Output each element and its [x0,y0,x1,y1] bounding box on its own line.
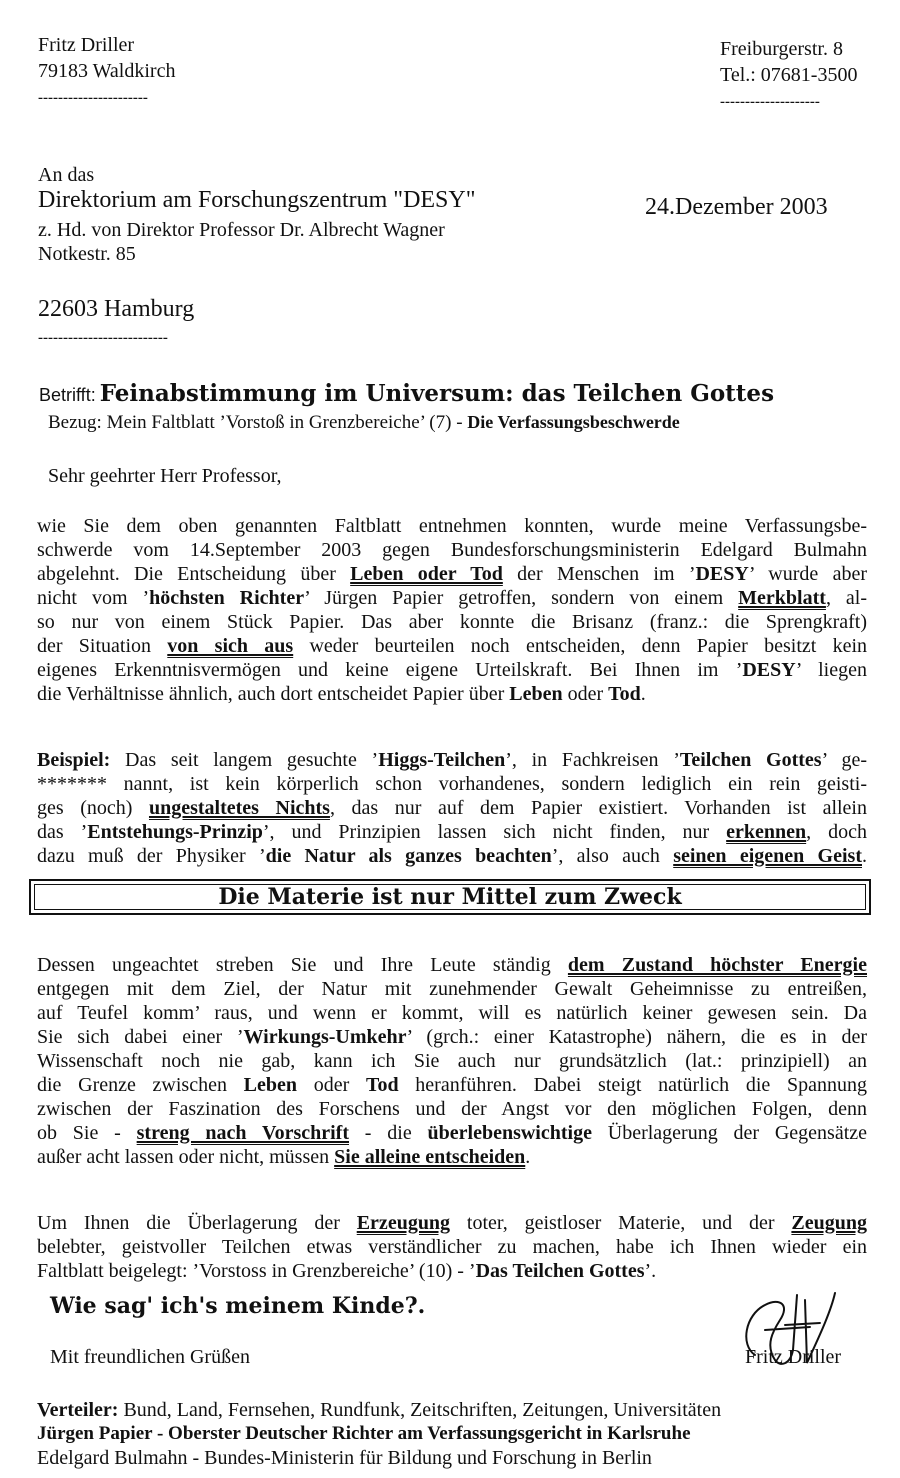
text-run: die Verhältnisse ähnlich, auch dort entscheidet Papier über [37,683,510,705]
p4-line [37,1235,867,1259]
sender-street: Freiburgerstr. 8 [720,38,843,60]
text-run: Wissenschaft noch nie gab, kann ich Sie auch nur grundsätzlich (lat.: prinzipiell) an [37,1050,867,1072]
p3-line [37,953,867,977]
text-run: Sie sich dabei einer ’ [37,1026,244,1048]
closing: Mit freundlichen Grüßen [50,1346,250,1368]
text-run: so nur von einem Stück Papier. Das aber konnte die Brisanz (franz.: die Sprengkraft) [37,611,867,633]
p1-line [37,610,867,634]
boxed-heading [29,879,871,915]
text-run: weder beurteilen noch entscheiden, denn Papier besitzt kein [293,635,867,657]
sender-rule-left: ---------------------- [38,90,148,106]
subject-text: Feinabstimmung im Universum: das Teilchen Gottes [99,380,775,407]
recipient-an: An das [38,164,95,186]
p3-line [37,1145,867,1169]
text-run: ’ wurde aber [748,563,867,585]
text-run: ’ ge- [821,749,867,771]
p1-line [37,538,867,562]
reference-bold: Die Verfassungsbeschwerde [467,412,680,432]
text-run: Tod [365,1074,399,1096]
recipient-rule: -------------------------- [38,330,168,346]
p3-line [37,1097,867,1121]
text-run: streng nach Vorschrift [136,1122,349,1144]
text-run: Das seit langem gesuchte ’ [110,749,379,771]
text-run: Beispiel: [37,749,111,771]
tagline: Wie sag' ich's meinem Kinde?. [50,1293,426,1319]
p2-line [37,820,867,844]
text-run: ’, also auch [551,845,674,867]
text-run: Entstehungs-Prinzip [87,821,263,843]
p3-line [37,1121,867,1145]
text-run: , das nur auf dem Papier existiert. Vorhanden ist allein [329,797,867,819]
p3-line [37,1025,867,1049]
text-run: Merkblatt [738,587,826,609]
text-run: zwischen der Faszination des Forschens und der Angst vor den möglichen Folgen, denn [37,1098,867,1120]
text-run: wie Sie dem oben genannten Faltblatt entnehmen konnten, wurde meine Verfassungsbe- [37,515,867,537]
p1-line [37,682,867,706]
reference-label: Bezug: [48,412,102,433]
recipient-org: Direktorium am Forschungszentrum "DESY" [38,187,476,213]
text-run: ’ (grch.: einer Katastrophe) nähern, die es in der [406,1026,867,1048]
p2-line [37,772,867,796]
text-run: ’. [644,1260,657,1282]
text-run: ’, in Fachkreisen ’ [505,749,680,771]
text-run: , doch [806,821,867,843]
sender-city: 79183 Waldkirch [38,60,176,82]
text-run: die Grenze zwischen [37,1074,244,1096]
p1-line [37,514,867,538]
text-run: heranführen. Dabei steigt natürlich die Spannung [398,1074,867,1096]
p3-line [37,1073,867,1097]
text-run: . [640,683,646,705]
distribution-line-3: Edelgard Bulmahn - Bundes-Ministerin für Bildung und Forschung in Berlin [37,1447,652,1469]
distribution-line-1 [37,1399,721,1422]
p2-line [37,844,867,868]
text-run: Tod [608,683,641,705]
text-run: DESY [695,563,749,585]
salutation: Sehr geehrter Herr Professor, [48,465,282,487]
p1-line [37,634,867,658]
subject-label: Betrifft: [39,385,96,405]
text-run: . [862,845,867,867]
paragraph-3 [37,953,867,1169]
text-run: höchsten Richter [149,587,305,609]
p3-line [37,977,867,1001]
reference-text: Mein Faltblatt ’Vorstoß in Grenzbereiche’ (7) - [106,412,463,433]
text-run: , al- [825,587,867,609]
p1-line [37,586,867,610]
recipient-street: Notkestr. 85 [38,243,136,265]
text-run: Zeugung [791,1212,867,1234]
recipient-attn: z. Hd. von Direktor Professor Dr. Albrecht Wagner [38,219,445,241]
text-run: DESY [742,659,796,681]
text-run: oder [297,1074,366,1096]
text-run: Leben oder Tod [350,563,503,585]
letter-date: 24.Dezember 2003 [645,194,828,220]
boxed-heading-text: Die Materie ist nur Mittel zum Zweck [218,884,682,910]
text-run: Sie alleine entscheiden [334,1146,526,1168]
text-run: der Menschen im ’ [502,563,696,585]
text-run: erkennen [726,821,807,843]
p3-line [37,1049,867,1073]
p3-line [37,1001,867,1025]
p1-line [37,658,867,682]
paragraph-2 [37,748,867,868]
text-run: dazu muß der Physiker ’ [37,845,266,867]
boxed-heading-frame [34,884,866,910]
text-run: schwerde vom 14.September 2003 gegen Bundesforschungsministerin Edelgard Bulmahn [37,539,867,561]
text-run: ******* [37,773,107,795]
text-run: ’, und Prinzipien lassen sich nicht finden, nur [262,821,727,843]
p4-line [37,1211,867,1235]
paragraph-1 [37,514,867,706]
text-run: von sich aus [167,635,294,657]
text-run: der Situation [37,635,168,657]
text-run: oder [562,683,609,705]
text-run: Dessen ungeachtet streben Sie und Ihre Leute ständig [37,954,568,976]
signature-name: Fritz Driller [745,1346,842,1368]
text-run: Überlagerung der Gegensätze [591,1122,867,1144]
text-run: seinen eigenen Geist [673,845,862,867]
subject-line [39,380,774,407]
distribution-line-2: Jürgen Papier - Oberster Deutscher Richter am Verfassungsgericht in Karlsruhe [37,1423,691,1444]
text-run: nicht vom ’ [37,587,150,609]
text-run: entgegen mit dem Ziel, der Natur mit zunehmender Gewalt Geheimnisse zu entreißen, [37,978,867,1000]
text-run: überlebenswichtige [427,1122,592,1144]
text-run: Leben [509,683,563,705]
reference-line [48,412,680,434]
text-run: abgelehnt. Die Entscheidung über [37,563,351,585]
text-run: Das Teilchen Gottes [475,1260,645,1282]
paragraph-4 [37,1211,867,1283]
text-run: dem Zustand höchster Energie [567,954,867,976]
distribution-recipients: Bund, Land, Fernsehen, Rundfunk, Zeitschriften, Zeitungen, Universitäten [118,1399,722,1421]
text-run: - die [349,1122,428,1144]
text-run: . [525,1146,531,1168]
text-run: Faltblatt beigelegt: ’Vorstoss in Grenzbereiche’ (10) - ’ [37,1260,476,1282]
text-run: Um Ihnen die Überlagerung der [37,1212,357,1234]
text-run: Wirkungs-Umkehr [243,1026,407,1048]
recipient-city: 22603 Hamburg [38,296,195,322]
p2-line [37,748,867,772]
text-run: eigenes Erkenntnisvermögen und keine eigene Urteilskraft. Bei Ihnen im ’ [37,659,743,681]
text-run: außer acht lassen oder nicht, müssen [37,1146,335,1168]
text-run: ungestaltetes Nichts [148,797,330,819]
text-run: ’ Jürgen Papier getroffen, sondern von einem [304,587,739,609]
sender-phone: Tel.: 07681-3500 [720,64,858,86]
distribution-label: Verteiler: [37,1399,119,1421]
text-run: ’ liegen [795,659,867,681]
text-run: Erzeugung [356,1212,451,1234]
text-run: auf Teufel komm’ raus, und wenn er kommt, will es natürlich keiner gewesen sein. Da [37,1002,867,1024]
text-run: nannt, ist kein körperlich schon vorhandenes, sondern lediglich ein rein geisti- [107,773,867,795]
text-run: ob Sie - [37,1122,137,1144]
text-run: toter, geistloser Materie, und der [450,1212,792,1234]
text-run: das ’ [37,821,88,843]
sender-rule-right: -------------------- [720,94,820,110]
sender-name: Fritz Driller [38,34,135,56]
text-run: die Natur als ganzes beachten [265,845,552,867]
p1-line [37,562,867,586]
text-run: belebter, geistvoller Teilchen etwas verständlicher zu machen, habe ich Ihnen wieder ein [37,1236,867,1258]
text-run: Teilchen Gottes [679,749,822,771]
text-run: Leben [243,1074,298,1096]
text-run: Higgs-Teilchen [378,749,506,771]
text-run: ges (noch) [37,797,149,819]
p4-line [37,1259,867,1283]
p2-line [37,796,867,820]
